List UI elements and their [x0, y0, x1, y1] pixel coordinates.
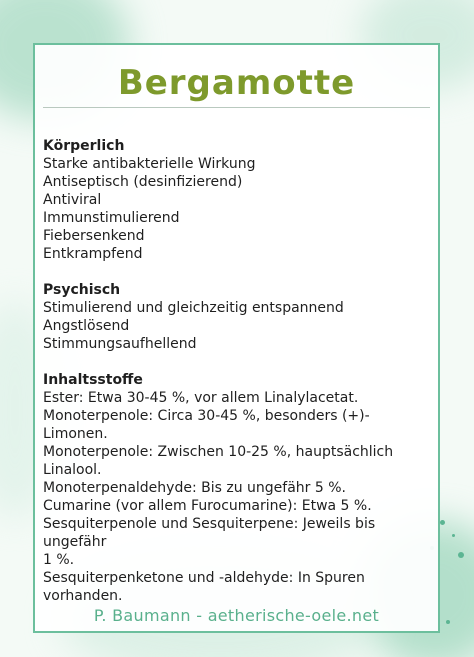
title-divider	[43, 107, 430, 108]
section-line: Linalool.	[43, 462, 102, 478]
section-line: Angstlösend	[43, 318, 130, 334]
section-line: Monoterpenole: Zwischen 10-25 %, hauptsächlich	[43, 444, 394, 460]
section-line: Fiebersenkend	[43, 228, 145, 244]
section-line: Starke antibakterielle Wirkung	[43, 156, 256, 172]
section-line: Monoterpenole: Circa 30-45 %, besonders (+)-Limonen.	[43, 408, 370, 442]
section-line: Sesquiterpenketone und -aldehyde: In Spuren vorhanden.	[43, 570, 370, 604]
card-content	[43, 137, 432, 623]
section-heading: Psychisch	[43, 282, 121, 298]
section-0	[43, 137, 432, 263]
section-line: Stimulierend und gleichzeitig entspannend	[43, 300, 344, 316]
section-line: Sesquiterpenole und Sesquiterpene: Jeweils bis ungefähr	[43, 516, 380, 550]
section-line: Stimmungsaufhellend	[43, 336, 197, 352]
section-line: Ester: Etwa 30-45 %, vor allem Linalylacetat.	[43, 390, 359, 406]
section-2	[43, 371, 432, 605]
section-line: 1 %.	[43, 552, 75, 568]
section-line: Cumarine (vor allem Furocumarine): Etwa 5 %.	[43, 498, 372, 514]
section-line: Entkrampfend	[43, 246, 143, 262]
section-line: Immunstimulierend	[43, 210, 180, 226]
info-card	[33, 43, 440, 633]
section-heading: Körperlich	[43, 138, 125, 154]
section-1	[43, 281, 432, 353]
footer-credit: P. Baumann - aetherische-oele.net	[93, 606, 380, 625]
section-heading: Inhaltsstoffe	[43, 372, 143, 388]
section-line: Antiseptisch (desinfizierend)	[43, 174, 243, 190]
section-line: Monoterpenaldehyde: Bis zu ungefähr 5 %.	[43, 480, 346, 496]
section-line: Antiviral	[43, 192, 102, 208]
card-title: Bergamotte	[117, 63, 356, 103]
